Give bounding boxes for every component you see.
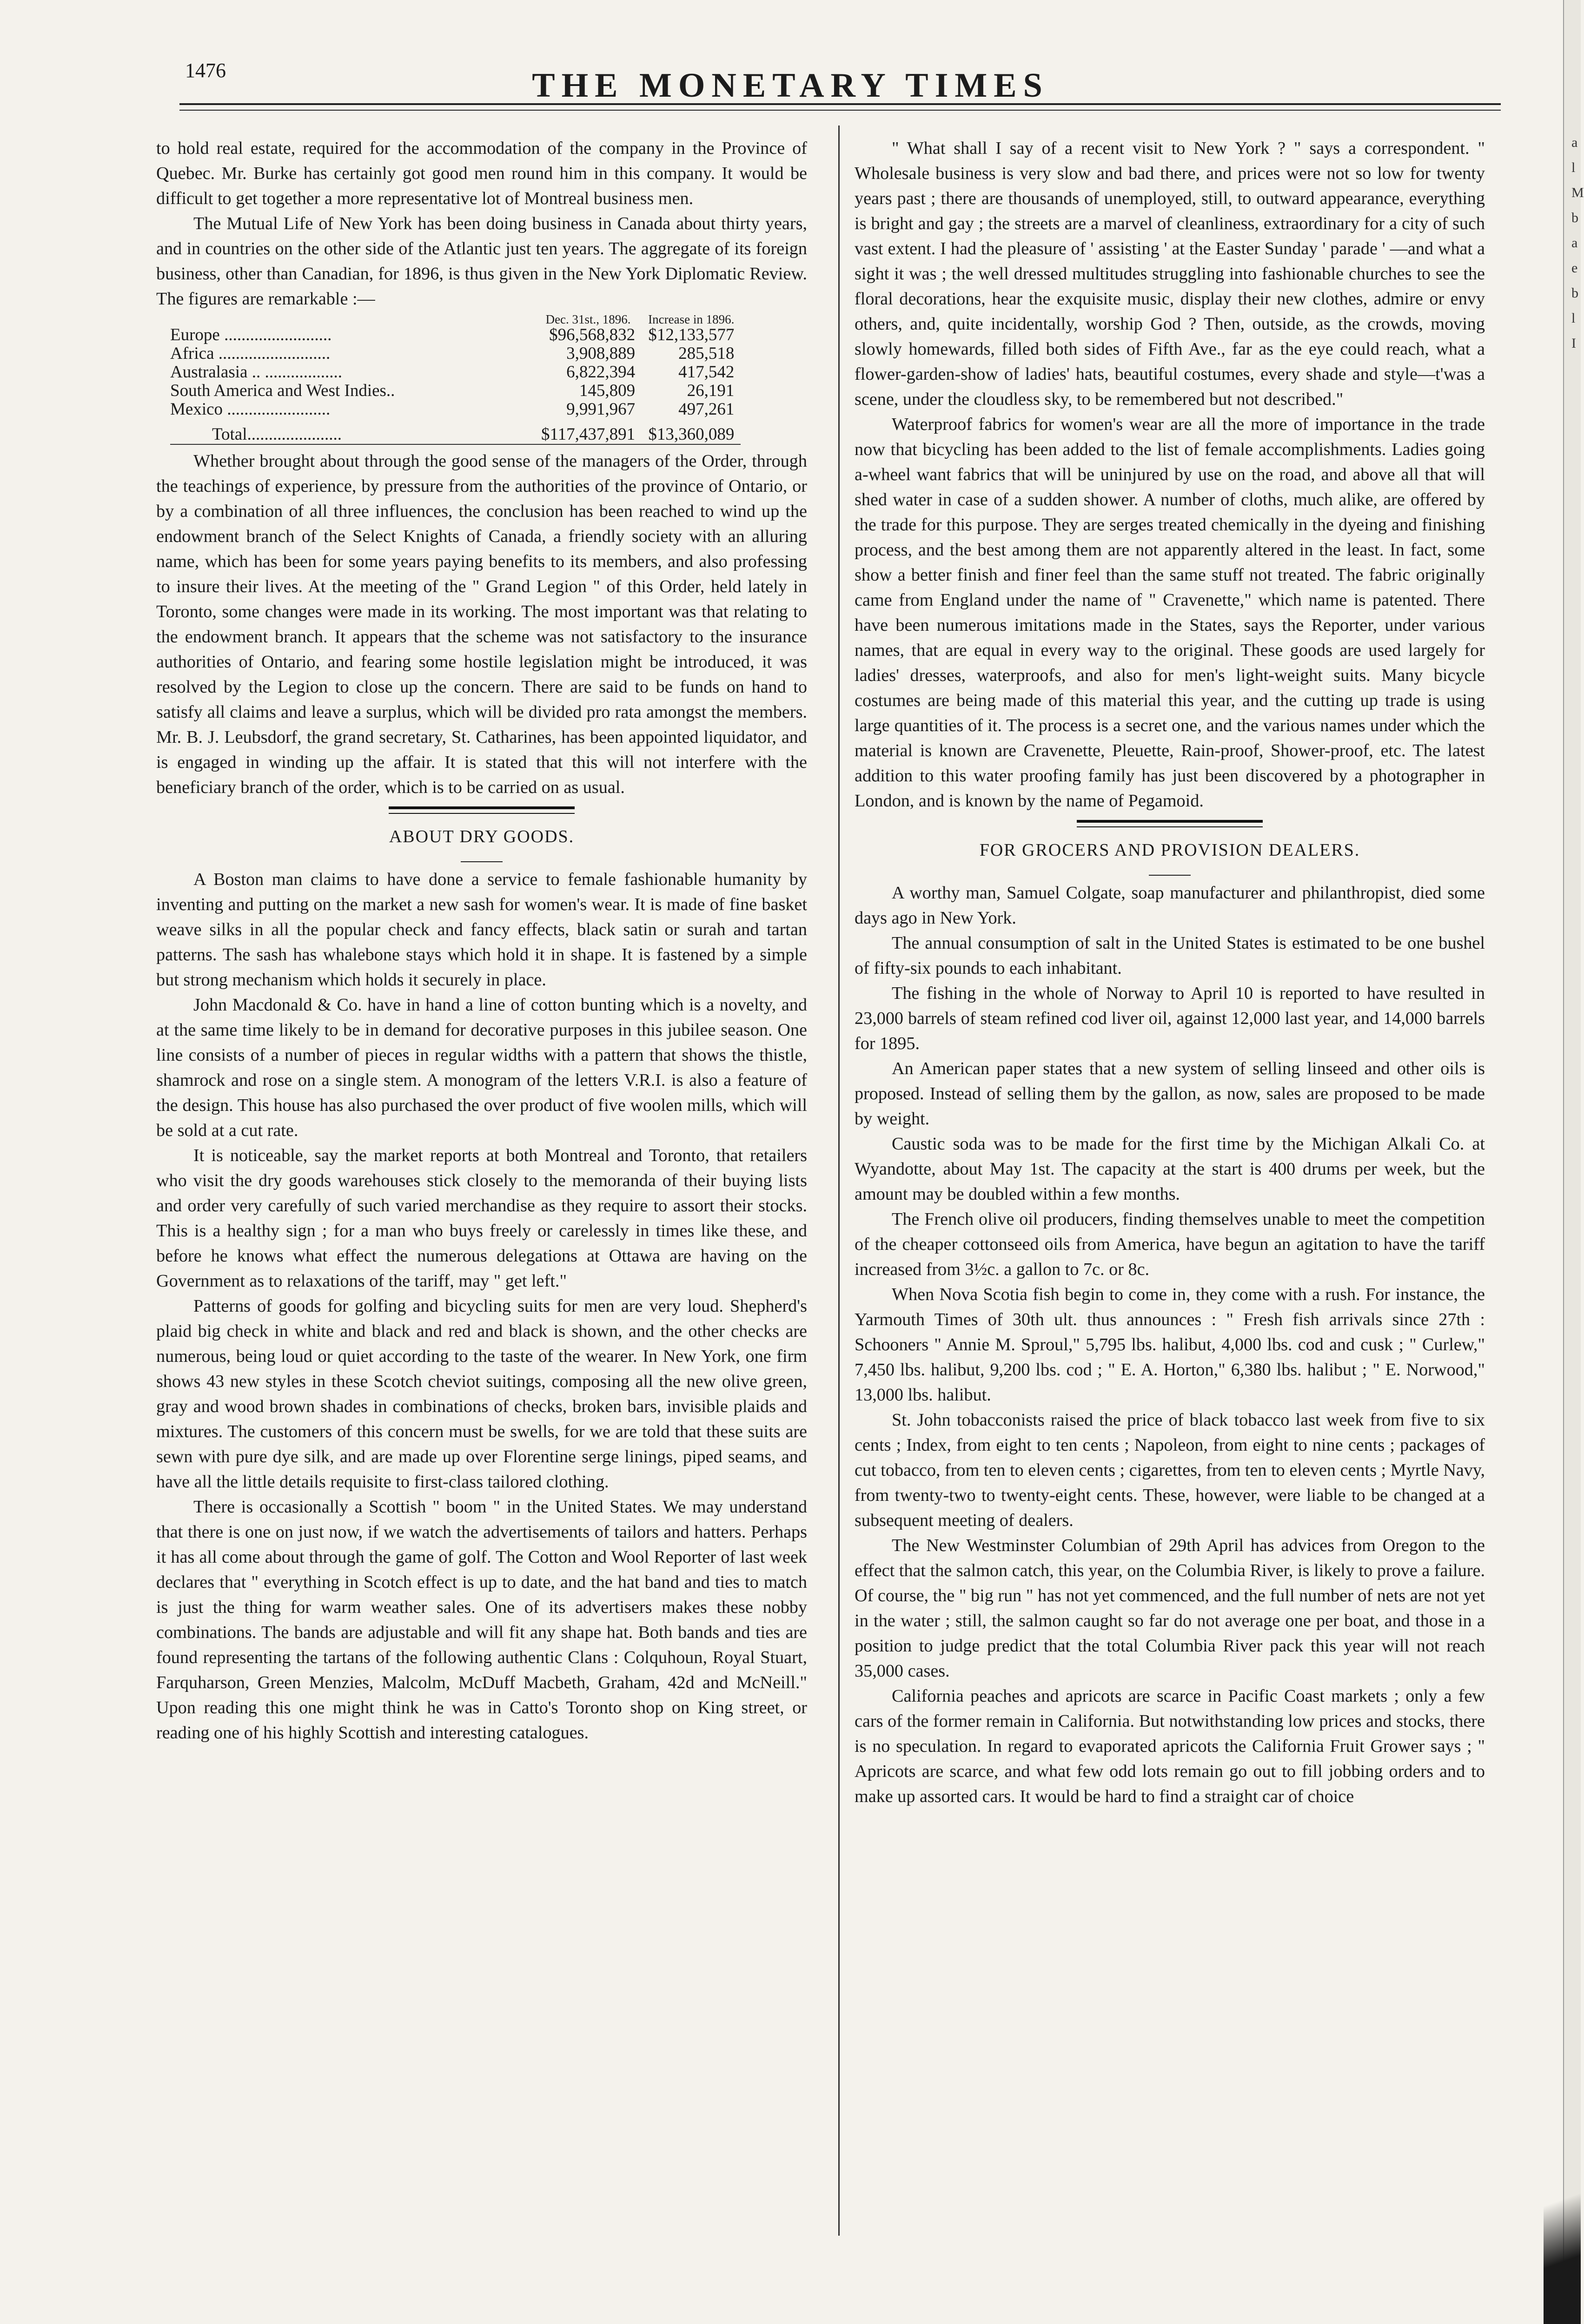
binding-shadow <box>1544 2144 1581 2324</box>
paragraph: There is occasionally a Scottish " boom " in the United States. We may understand that there is one on just now, if we watch the advertisements of tailors and hatters. Perhaps it has all come about through the game of golf. The Cotton and Wool Reporter of last week declares that " everything in Scotch effect is up to date, and the hat band and ties to match is just the thing for warm weather sales. One of its advertisers makes these nobby combinations. The bands are adjustable and will fit any shape hat. Both bands and ties are found representing the tartans of the following authentic Clans : Colquhoun, Royal Stuart, Farquharson, Green Menzies, Malcolm, McDuff Macbeth, Graham, 42d and McNeill." Upon reading this one might think he was in Catto's Toronto shop on King street, or reading one of his highly Scottish and interesting catalogues. <box>156 1497 807 1743</box>
paragraph: to hold real estate, required for the accommodation of the company in the Province of Quebec. Mr. Burke has certainly got good men round him in this company. It would be difficult to get together a more representative lot of Montreal business men. <box>156 139 807 208</box>
table-row <box>170 382 741 400</box>
paragraph: A worthy man, Samuel Colgate, soap manufacturer and philanthropist, died some days ago in New York. <box>855 883 1485 928</box>
paragraph: Patterns of goods for golfing and bicycling suits for men are very loud. Shepherd's plaid big check in white and black and red and black is shown, and the other checks are numerous, being loud or quiet according to the taste of the wearer. In New York, one firm shows 43 new styles in these Scotch cheviot suitings, composing all the new olive green, gray and wood brown shades in combinations of checks, broken bars, invisible plaids and mixtures. The customers of this concern must be swells, for we are told that these suits are sewn with pure dye silk, and are made up over Florentine serge linings, piped seams, and have all the little details requisite to first-class tailored clothing. <box>156 1296 807 1492</box>
masthead-title: THE MONETARY TIMES <box>532 66 1049 105</box>
mutual-life-table <box>170 313 741 446</box>
row-increase: 417,542 <box>678 363 735 382</box>
table-row <box>170 363 741 382</box>
row-label: Europe ......................... <box>170 325 332 344</box>
paragraph: St. John tobacconists raised the price of black tobacco last week from five to six cents ; Index, from eight to ten cents ; Napoleon, from eight to nine cents ; packages of cut tobacco, from ten to eleven cents ; cigarettes, from ten to eleven cents ; Myrtle Navy, from twenty-two to twenty-eight cents. These, however, were liable to be changed at a subsequent meeting of dealers. <box>855 1410 1485 1530</box>
section-rule <box>389 806 575 814</box>
row-value: 9,991,967 <box>566 400 636 419</box>
row-label: Mexico ........................ <box>170 400 331 419</box>
page-number: 1476 <box>185 59 226 82</box>
paragraph: " What shall I say of a recent visit to New York ? " says a correspondent. " Wholesale business is very slow and bad there, and prices were not so low for twenty years past ; there are thousands of unemployed, still, to outward appearance, everything is bright and gay ; the streets are a marvel of cleanliness, extraordinary for a city of such vast extent. I had the pleasure of ' assisting ' at the Easter Sunday ' parade ' —and what a sight it was ; the well dressed multitudes struggling into fashionable churches to see the floral decorations, hear the exquisite music, display their new clothes, admire or envy others, and, quite incidentally, worship God ? Then, outside, as the crowds, moving slowly homewards, filled both sides of Fifth Ave., far as the eye could reach, what a flower-garden-show of ladies' hats, beautiful costumes, every shade and style—t'was a scene, under the cloudless sky, to be remembered but not described." <box>855 139 1485 409</box>
paragraph: The French olive oil producers, finding themselves unable to meet the competition of the cheaper cottonseed oils from America, have begun an agitation to have the tariff increased from 3½c. a gallon to 7c. or 8c. <box>855 1209 1485 1279</box>
section-heading-grocers: FOR GROCERS AND PROVISION DEALERS. <box>979 840 1360 860</box>
paragraph: It is noticeable, say the market reports at both Montreal and Toronto, that retailers who visit the dry goods warehouses stick closely to the memoranda of their buying lists and order very carefully of such varied merchandise as they require to assort their stocks. This is a healthy sign ; for a man who buys freely or carelessly in times like these, and before he knows what effect the numerous delegations at Ottawa are having on the Government as to relaxations of the tariff, may " get left." <box>156 1146 807 1291</box>
row-label: Africa .......................... <box>170 344 331 363</box>
adjacent-page-letters: a l M b a e b l I <box>1571 135 1584 351</box>
paragraph: An American paper states that a new system of selling linseed and other oils is proposed. Instead of selling them by the gallon, as now, sales are proposed to be made by weight. <box>855 1059 1485 1129</box>
header-rule-thin <box>179 110 1501 111</box>
row-increase: 285,518 <box>678 344 735 363</box>
table-total-row <box>170 419 741 444</box>
paragraph: The Mutual Life of New York has been doing business in Canada about thirty years, and in countries on the other side of the Atlantic just ten years. The aggregate of its foreign business, other than Canadian, for 1896, is thus given in the New York Diplomatic Review. The figures are remarkable :— <box>156 214 807 309</box>
paragraph: A Boston man claims to have done a service to female fashionable humanity by inventing and putting on the market a new sash for women's wear. It is made of fine basket weave silks in all the popular check and fancy effects, black satin or surah and tartan patterns. The sash has whalebone stays which hold it in shape. It is fastened by a simple but strong mechanism which holds it securely in place. <box>156 870 807 990</box>
total-value: $117,437,891 <box>541 425 636 444</box>
row-label: South America and West Indies.. <box>170 381 395 400</box>
row-value: 145,809 <box>579 381 636 400</box>
heading-underline <box>461 861 503 862</box>
paragraph: The fishing in the whole of Norway to April 10 is reported to have resulted in 23,000 barrels of steam refined cod liver oil, against 12,000 last year, and 14,000 barrels for 1895. <box>855 984 1485 1053</box>
total-label: Total...................... <box>212 425 342 444</box>
row-increase: 26,191 <box>687 381 735 400</box>
paragraph: Caustic soda was to be made for the first time by the Michigan Alkali Co. at Wyandotte, about May 1st. The capacity at the start is 400 drums per week, but the amount may be doubled within a few months. <box>855 1134 1485 1204</box>
paragraph: Whether brought about through the good sense of the managers of the Order, through the teachings of experience, by pressure from the authorities of the province of Ontario, or by a combination of all three influences, the conclusion has been reached to wind up the endowment branch of the Select Knights of Canada, a friendly society with an alluring name, which has been for some years paying benefits to its members, and also professing to insure their lives. At the meeting of the " Grand Legion " of this Order, held lately in Toronto, some changes were made in its working. The most important was that relating to the endowment branch. It appears that the scheme was not satisfactory to the insurance authorities of Ontario, and fearing some hostile legislation might be introduced, it was resolved by the Legion to close up the concern. There are said to be funds on hand to satisfy all claims and leave a surplus, which will be divided pro rata amongst the members. Mr. B. J. Leubsdorf, the grand secretary, St. Catharines, has been appointed liquidator, and is engaged in winding up the affair. It is stated that this will not interfere with the beneficiary branch of the order, which is to be carried on as usual. <box>156 451 807 797</box>
section-rule <box>1077 820 1263 827</box>
table-header-dec: Dec. 31st., 1896. <box>545 312 631 326</box>
right-column <box>855 136 1485 1809</box>
row-increase: $12,133,577 <box>648 325 735 344</box>
paragraph: Waterproof fabrics for women's wear are all the more of importance in the trade now that bicycling has been added to the list of female accomplishments. Ladies going a-wheel want fabrics that will be uninjured by use on the road, and above all that will shed water in case of a sudden shower. A number of cloths, much alike, are offered by the trade for this purpose. They are serges treated chemically in the dyeing and finishing process, and the best among them are not apparently altered in the least. In fact, some show a better finish and finer feel than the same stuff not treated. The fabric originally came from England under the name of " Cravenette," which name is patented. There have been numerous imitations made in the States, says the Reporter, under various names, that are equal in every way to the original. These goods are used largely for ladies' dresses, waterproofs, and also for men's light-weight suits. Many bicycle costumes are being made of this material this year, and the cutting up trade is using large quantities of it. The process is a secret one, and the various names under which the material is known are Cravenette, Pleuette, Rain-proof, Shower-proof, etc. The latest addition to this water proofing family has just been discovered by a photographer in London, and is known by the name of Pegamoid. <box>855 415 1485 811</box>
total-increase: $13,360,089 <box>648 425 735 444</box>
left-column <box>156 136 807 1745</box>
paragraph: The annual consumption of salt in the United States is estimated to be one bushel of fifty-six pounds to each inhabitant. <box>855 933 1485 978</box>
section-heading-dry-goods: ABOUT DRY GOODS. <box>389 827 575 846</box>
row-label: Australasia .. .................. <box>170 363 342 382</box>
table-row <box>170 344 741 363</box>
heading-underline <box>1149 875 1191 876</box>
column-divider <box>838 125 840 2236</box>
table-header-increase: Increase in 1896. <box>648 312 735 326</box>
row-value: 3,908,889 <box>566 344 636 363</box>
paragraph: California peaches and apricots are scarce in Pacific Coast markets ; only a few cars of the former remain in California. But notwithstanding low prices and stocks, there is no speculation. In regard to evaporated apricots the California Fruit Grower says ; " Apricots are scarce, and what few odd lots remain go out to fill jobbing orders and to make up assorted cars. It would be hard to find a straight car of choice <box>855 1686 1485 1806</box>
table-row <box>170 400 741 419</box>
paragraph: John Macdonald & Co. have in hand a line of cotton bunting which is a novelty, and at the same time likely to be in demand for decorative purposes in this jubilee season. One line consists of a number of pieces in regular widths with a pattern that shows the thistle, shamrock and rose on a single stem. A monogram of the letters V.R.I. is also a feature of the design. This house has also purchased the over product of five woolen mills, which will be sold at a cut rate. <box>156 995 807 1140</box>
row-value: 6,822,394 <box>566 363 636 382</box>
paragraph: When Nova Scotia fish begin to come in, they come with a rush. For instance, the Yarmouth Times of 30th ult. thus announces : " Fresh fish arrivals since 27th : Schooners " Annie M. Sproul," 5,795 lbs. halibut, 4,000 lbs. cod and cusk ; " Curlew," 7,450 lbs. halibut, 9,200 lbs. cod ; " E. A. Horton," 6,380 lbs. halibut ; " E. Norwood," 13,000 lbs. halibut. <box>855 1285 1485 1405</box>
table-row <box>170 326 741 344</box>
header-rule <box>179 103 1501 105</box>
row-increase: 497,261 <box>678 400 735 419</box>
paragraph: The New Westminster Columbian of 29th April has advices from Oregon to the effect that the salmon catch, this year, on the Columbia River, is likely to prove a failure. Of course, the " big run " has not yet commenced, and the full number of nets are not yet in the water ; still, the salmon caught so far do not average one per boat, and those in a position to judge predict that the total Columbia River pack this year will not reach 35,000 cases. <box>855 1536 1485 1681</box>
row-value: $96,568,832 <box>549 325 636 344</box>
